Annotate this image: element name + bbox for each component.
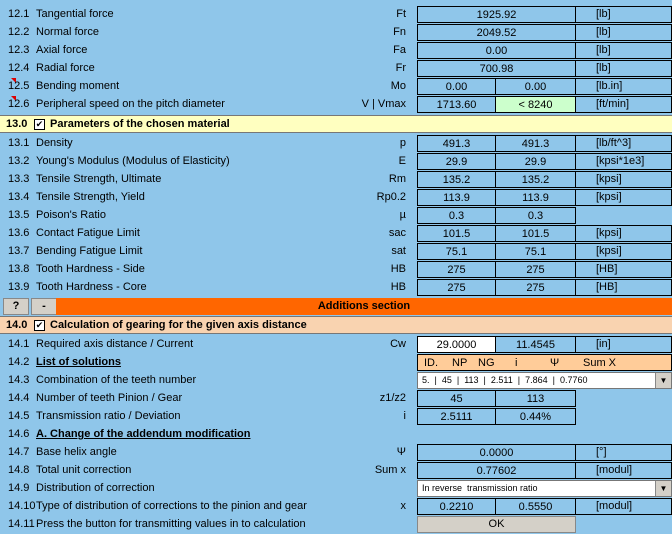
hardness-side-gear[interactable]: 275 [495,261,576,278]
row-unit: [ft/min] [596,98,630,110]
row-number: 14.10 [8,500,36,512]
section-title: Parameters of the chosen material [50,118,230,130]
ok-button[interactable]: OK [417,516,576,533]
row-symbol: E [398,155,406,167]
unit-cell [576,444,672,461]
column-header: Ψ [550,357,560,369]
unit-cell [576,78,672,95]
hardness-core-pinion[interactable]: 275 [417,279,496,296]
row-teeth-combination [0,372,672,390]
section-header-material [0,115,672,133]
additions-section-header[interactable]: Additions section [56,298,672,315]
row-unit: [modul] [596,464,633,476]
unit-cell [576,42,672,59]
row-number: 14.8 [8,464,30,476]
row-number: 12.3 [8,44,30,56]
peripheral-speed-max[interactable]: < 8240 [495,96,576,113]
row-symbol: sac [388,227,406,239]
hardness-core-gear[interactable]: 275 [495,279,576,296]
tensile-yield-gear[interactable]: 113.9 [495,189,576,206]
row-number: 12.5 [8,80,30,92]
density-pinion[interactable]: 491.3 [417,135,496,152]
section-checkbox[interactable]: ✔ [35,119,44,129]
column-header: ID. [424,357,439,369]
row-number: 13.8 [8,263,30,275]
normal-force-value[interactable]: 2049.52 [417,24,576,41]
tensile-yield-pinion[interactable]: 113.9 [417,189,496,206]
row-hardness-side [0,261,672,279]
row-number: 13.2 [8,155,30,167]
row-unit: [lb.in] [596,80,623,92]
row-unit: [modul] [596,500,633,512]
row-tangential-force [0,6,672,24]
row-number: 12.2 [8,26,30,38]
peripheral-speed-value[interactable]: 1713.60 [417,96,496,113]
row-unit: [kpsi] [596,173,622,185]
row-symbol: Ψ [396,446,406,458]
row-label: Base helix angle [36,446,117,458]
contact-fatigue-pinion[interactable]: 101.5 [417,225,496,242]
row-poisons-ratio [0,207,672,225]
row-unit: [HB] [596,263,618,275]
row-label: Tooth Hardness - Core [36,281,147,293]
column-header: Sum X [583,357,617,369]
row-label: Peripheral speed on the pitch diameter [36,98,225,110]
row-number: 12.1 [8,8,30,20]
bending-fatigue-gear[interactable]: 75.1 [495,243,576,260]
row-symbol: Rm [388,173,406,185]
row-transmission-ratio [0,408,672,426]
bending-moment-gear[interactable]: 0.00 [495,78,576,95]
transmission-ratio-value[interactable]: 2.5111 [417,408,496,425]
teeth-combination-dropdown[interactable] [417,372,672,389]
tensile-ultimate-pinion[interactable]: 135.2 [417,171,496,188]
teeth-pinion[interactable]: 45 [417,390,496,407]
unit-cell [576,24,672,41]
unit-cell [576,171,672,188]
poisons-ratio-gear[interactable]: 0.3 [495,207,576,224]
row-number: 14.11 [8,518,35,530]
row-symbol: Fr [395,62,406,74]
dropdown-value: 5. | 45 | 113 | 2.511 | 7.864 | 0.7760 [422,375,588,385]
row-label: Normal force [36,26,99,38]
teeth-gear[interactable]: 113 [495,390,576,407]
unit-cell [576,279,672,296]
row-unit: [lb] [596,26,611,38]
row-label: Young's Modulus (Modulus of Elasticity) [36,155,230,167]
row-density [0,135,672,153]
row-symbol: x [400,500,406,512]
row-number: 12.4 [8,62,30,74]
current-axis-distance[interactable]: 11.4545 [495,336,576,353]
row-number: 13.9 [8,281,30,293]
row-unit: [kpsi] [596,227,622,239]
row-label: Total unit correction [36,464,132,476]
contact-fatigue-gear[interactable]: 101.5 [495,225,576,242]
row-label: Poison's Ratio [36,209,106,221]
row-symbol: Fn [393,26,406,38]
row-unit: [kpsi] [596,191,622,203]
youngs-modulus-pinion[interactable]: 29.9 [417,153,496,170]
column-header: i [515,357,518,369]
row-number: 14.3 [8,374,30,386]
row-number: 13.1 [8,137,30,149]
row-unit: [in] [596,338,611,350]
row-transmit-values [0,516,672,534]
row-correction-type [0,498,672,516]
row-label: A. Change of the addendum modification [36,428,251,440]
section-checkbox[interactable]: ✔ [35,320,44,330]
row-label: Transmission ratio / Deviation [36,410,181,422]
row-distribution-of-correction [0,480,672,498]
row-label: Bending moment [36,80,120,92]
row-number: 13.7 [8,245,30,257]
axial-force-value[interactable]: 0.00 [417,42,576,59]
section-number: 14.0 [6,319,28,331]
row-number: 14.7 [8,446,30,458]
row-number: 13.4 [8,191,30,203]
row-base-helix-angle [0,444,672,462]
row-label: Tooth Hardness - Side [36,263,145,275]
row-unit: [lb] [596,62,611,74]
column-header: NP [452,357,468,369]
row-symbol: Cw [390,338,406,350]
row-symbol: Rp0.2 [376,191,406,203]
chevron-down-icon[interactable]: ▼ [655,373,671,388]
required-axis-distance-input[interactable]: 29.0000 [417,336,496,353]
row-unit: [°] [596,446,607,458]
total-unit-correction-value[interactable]: 0.77602 [417,462,576,479]
chevron-down-icon[interactable]: ▼ [655,481,671,496]
row-symbol: HB [390,263,406,275]
row-number-of-teeth [0,390,672,408]
row-label: Contact Fatigue Limit [36,227,140,239]
section-number: 13.0 [6,118,28,130]
row-tensile-yield [0,189,672,207]
row-peripheral-speed [0,96,672,114]
help-button[interactable]: ? [3,298,29,315]
row-radial-force [0,60,672,78]
row-number: 14.9 [8,482,30,494]
unit-cell [576,6,672,23]
row-youngs-modulus [0,153,672,171]
row-label: Radial force [36,62,95,74]
row-unit: [kpsi*1e3] [596,155,645,167]
row-symbol: z1/z2 [379,392,406,404]
row-symbol: HB [390,281,406,293]
unit-cell [576,60,672,77]
row-symbol: V | Vmax [361,98,406,110]
row-number: 14.4 [8,392,30,404]
row-number: 12.6 [8,98,30,110]
tensile-ultimate-gear[interactable]: 135.2 [495,171,576,188]
row-label: Type of distribution of corrections to the pinion and gear [36,500,307,512]
additions-bar [0,298,672,316]
section-title: Calculation of gearing for the given axis distance [50,319,307,331]
base-helix-angle-value[interactable]: 0.0000 [417,444,576,461]
row-axial-force [0,42,672,60]
column-header: NG [478,357,495,369]
row-number: 13.6 [8,227,30,239]
row-number: 13.5 [8,209,30,221]
row-label: Bending Fatigue Limit [36,245,143,257]
row-symbol: Sum x [374,464,406,476]
row-symbol: sat [391,245,406,257]
row-label: List of solutions [36,356,121,368]
correction-pinion[interactable]: 0.2210 [417,498,496,515]
row-number: 13.3 [8,173,30,185]
row-number: 14.6 [8,428,30,440]
unit-cell [576,261,672,278]
row-symbol: µ [399,209,406,221]
tangential-force-value[interactable]: 1925.92 [417,6,576,23]
youngs-modulus-gear[interactable]: 29.9 [495,153,576,170]
row-number: 14.5 [8,410,30,422]
unit-cell [576,225,672,242]
bending-fatigue-pinion[interactable]: 75.1 [417,243,496,260]
row-unit: [HB] [596,281,618,293]
row-tensile-ultimate [0,171,672,189]
row-unit: [kpsi] [596,245,622,257]
row-unit: [lb] [596,8,611,20]
hardness-side-pinion[interactable]: 275 [417,261,496,278]
row-bending-moment [0,78,672,96]
row-label: Combination of the teeth number [36,374,197,386]
row-label: Press the button for transmitting values in to calculation [36,518,306,530]
radial-force-value[interactable]: 700.98 [417,60,576,77]
row-label: Tensile Strength, Yield [36,191,145,203]
row-symbol: p [399,137,406,149]
row-number: 14.1 [8,338,30,350]
row-axis-distance [0,336,672,354]
unit-cell [576,336,672,353]
row-unit: [lb] [596,44,611,56]
row-total-unit-correction [0,462,672,480]
collapse-button[interactable]: - [31,298,57,315]
row-list-of-solutions [0,354,672,372]
row-addendum-modification [0,426,672,444]
row-unit: [lb/ft^3] [596,137,632,149]
row-hardness-core [0,279,672,297]
correction-gear[interactable]: 0.5550 [495,498,576,515]
row-symbol: Fa [393,44,406,56]
transmission-deviation[interactable]: 0.44% [495,408,576,425]
row-label: Density [36,137,73,149]
row-label: Tangential force [36,8,114,20]
row-symbol: Mo [390,80,406,92]
row-normal-force [0,24,672,42]
row-bending-fatigue [0,243,672,261]
section-header-gearing [0,316,672,334]
row-contact-fatigue [0,225,672,243]
row-label: Tensile Strength, Ultimate [36,173,162,185]
row-label: Distribution of correction [36,482,155,494]
unit-cell [576,189,672,206]
solutions-header [417,354,672,371]
unit-cell [576,243,672,260]
correction-distribution-dropdown[interactable] [417,480,672,497]
row-label: Axial force [36,44,88,56]
dropdown-value: In reverse transmission ratio [422,483,538,493]
row-number: 14.2 [8,356,30,368]
poisons-ratio-pinion[interactable]: 0.3 [417,207,496,224]
row-label: Number of teeth Pinion / Gear [36,392,183,404]
row-label: Required axis distance / Current [36,338,194,350]
density-gear[interactable]: 491.3 [495,135,576,152]
bending-moment-pinion[interactable]: 0.00 [417,78,496,95]
row-symbol: i [403,410,406,422]
row-symbol: Ft [396,8,406,20]
